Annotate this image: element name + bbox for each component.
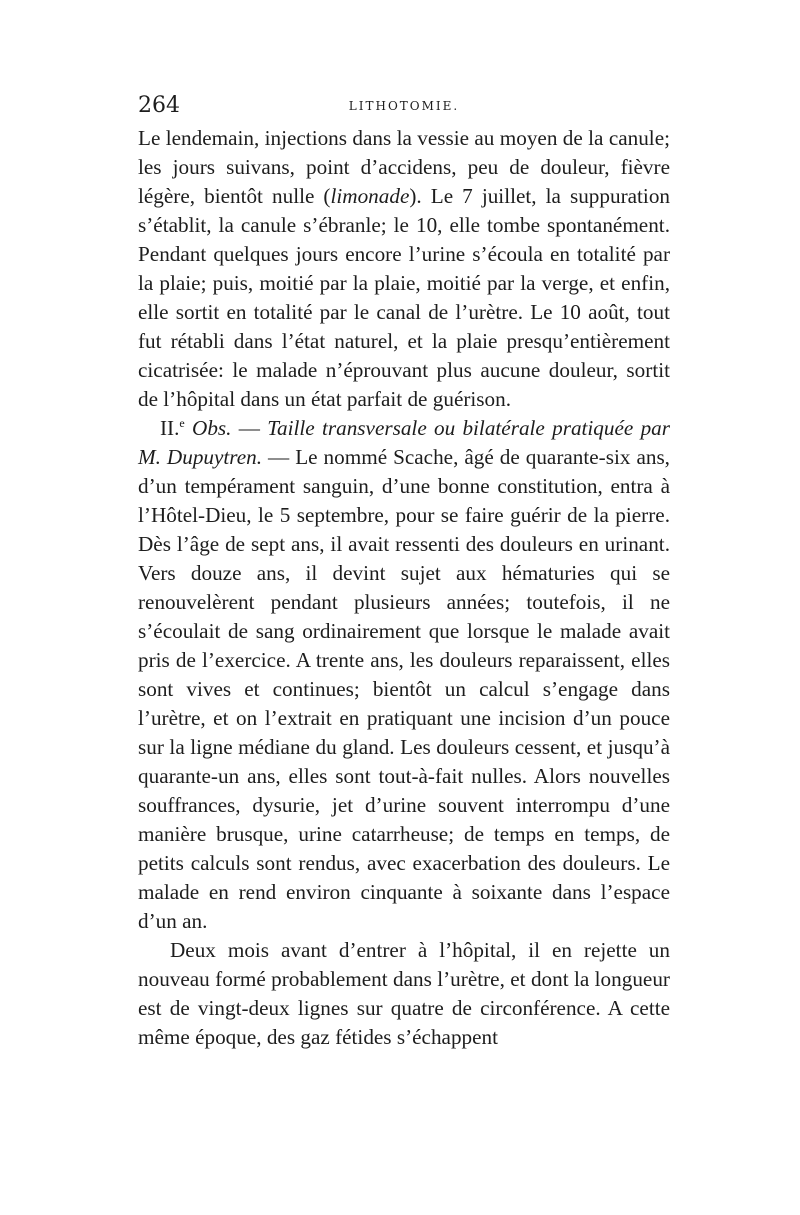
- page-header: [138, 94, 670, 118]
- body-text: [138, 124, 670, 1052]
- observation-superscript: e: [179, 415, 185, 430]
- observation-title: Taille transversale ou bilatérale pratiquée par M. Dupuytren.: [138, 416, 671, 469]
- observation-text: — Le nommé Scache, âgé de quarante-six ans, d’un tempérament sanguin, d’une bonne constitution, entra à l’Hôtel-Dieu, le 5 septembre, pour se faire guérir de la pierre. Dès l’âge de sept ans, il avait ressenti des douleurs en urinant. Vers douze ans, il devint sujet aux hématuries qui se renouvelèrent pendant plusieurs années; toutefois, il ne s’écoulait de sang ordinairement que lorsque le malade avait pris de l’exercice. A trente ans, les douleurs reparaissent, elles sont vives et continues; bientôt un calcul s’engage dans l’urètre, et on l’extrait en pratiquant une incision d’un pouce sur la ligne médiane du gland. Les douleurs cessent, et jusqu’à quarante-un ans, elles sont tout-à-fait nulles. Alors nouvelles souffrances, dysurie, jet d’urine souvent interrompu d’une manière brusque, urine catarrheuse; de temps en temps, de petits calculs sont rendus, avec exacerbation des douleurs. Le malade en rend environ cinquante à soixante dans l’espace d’un an.: [138, 445, 670, 933]
- page-number: 264: [138, 93, 180, 118]
- running-title: LITHOTOMIE.: [348, 99, 460, 113]
- paragraph-observation-2: II.$^e$ Obs. — Taille transversale ou bilatérale pratiquée par M. Dupuytren. — Le nommé Scache, âgé de quarante-six ans, d’un tempérament sanguin, d’une bonne constitution, entra à l’Hôtel-Dieu, le 5 septembre, pour se faire guérir de la pierre. Dès l’âge de sept ans, il avait ressenti des douleurs en urinant. Vers douze ans, il devint sujet aux hématuries qui se renouvelèrent pendant plusieurs années; toutefois, il ne s’écoulait de sang ordinairement que lorsque le malade avait pris de l’exercice. A trente ans, les douleurs reparaissent, elles sont vives et continues; bientôt un calcul s’engage dans l’urètre, et on l’extrait en pratiquant une incision d’un pouce sur la ligne médiane du gland. Les douleurs cessent, et jusqu’à quarante-un ans, elles sont tout-à-fait nulles. Alors nouvelles souffrances, dysurie, jet d’urine souvent interrompu d’une manière brusque, urine catarrheuse; de temps en temps, de petits calculs sont rendus, avec exacerbation des douleurs. Le malade en rend environ cinquante à soixante dans l’espace d’un an.: [138, 415, 671, 933]
- book-page: [138, 94, 670, 1052]
- observation-label: Obs.: [192, 416, 232, 440]
- italic-limonade: limonade: [330, 184, 410, 208]
- observation-number: II.: [160, 416, 180, 440]
- paragraph-deux-mois: Deux mois avant d’entrer à l’hôpital, il en rejette un nouveau formé probablement dans l’urètre, et dont la longueur est de vingt-deux lignes sur quatre de circonférence. A cette même époque, des gaz fétides s’échappent: [138, 938, 670, 1049]
- paragraph-continuation: Le lendemain, injections dans la vessie au moyen de la canule; les jours suivans, point d’accidens, peu de douleur, fièvre légère, bientôt nulle (limonade). Le 7 juillet, la suppuration s’établit, la canule s’ébranle; le 10, elle tombe spontanément. Pendant quelques jours encore l’urine s’écoula en totalité par la plaie; puis, moitié par la plaie, moitié par la verge, et enfin, elle sortit en totalité par le canal de l’urètre. Le 10 août, tout fut rétabli dans l’état naturel, et la plaie presqu’entièrement cicatrisée: le malade n’éprouvant plus aucune douleur, sortit de l’hôpital dans un état parfait de guérison.: [138, 126, 671, 411]
